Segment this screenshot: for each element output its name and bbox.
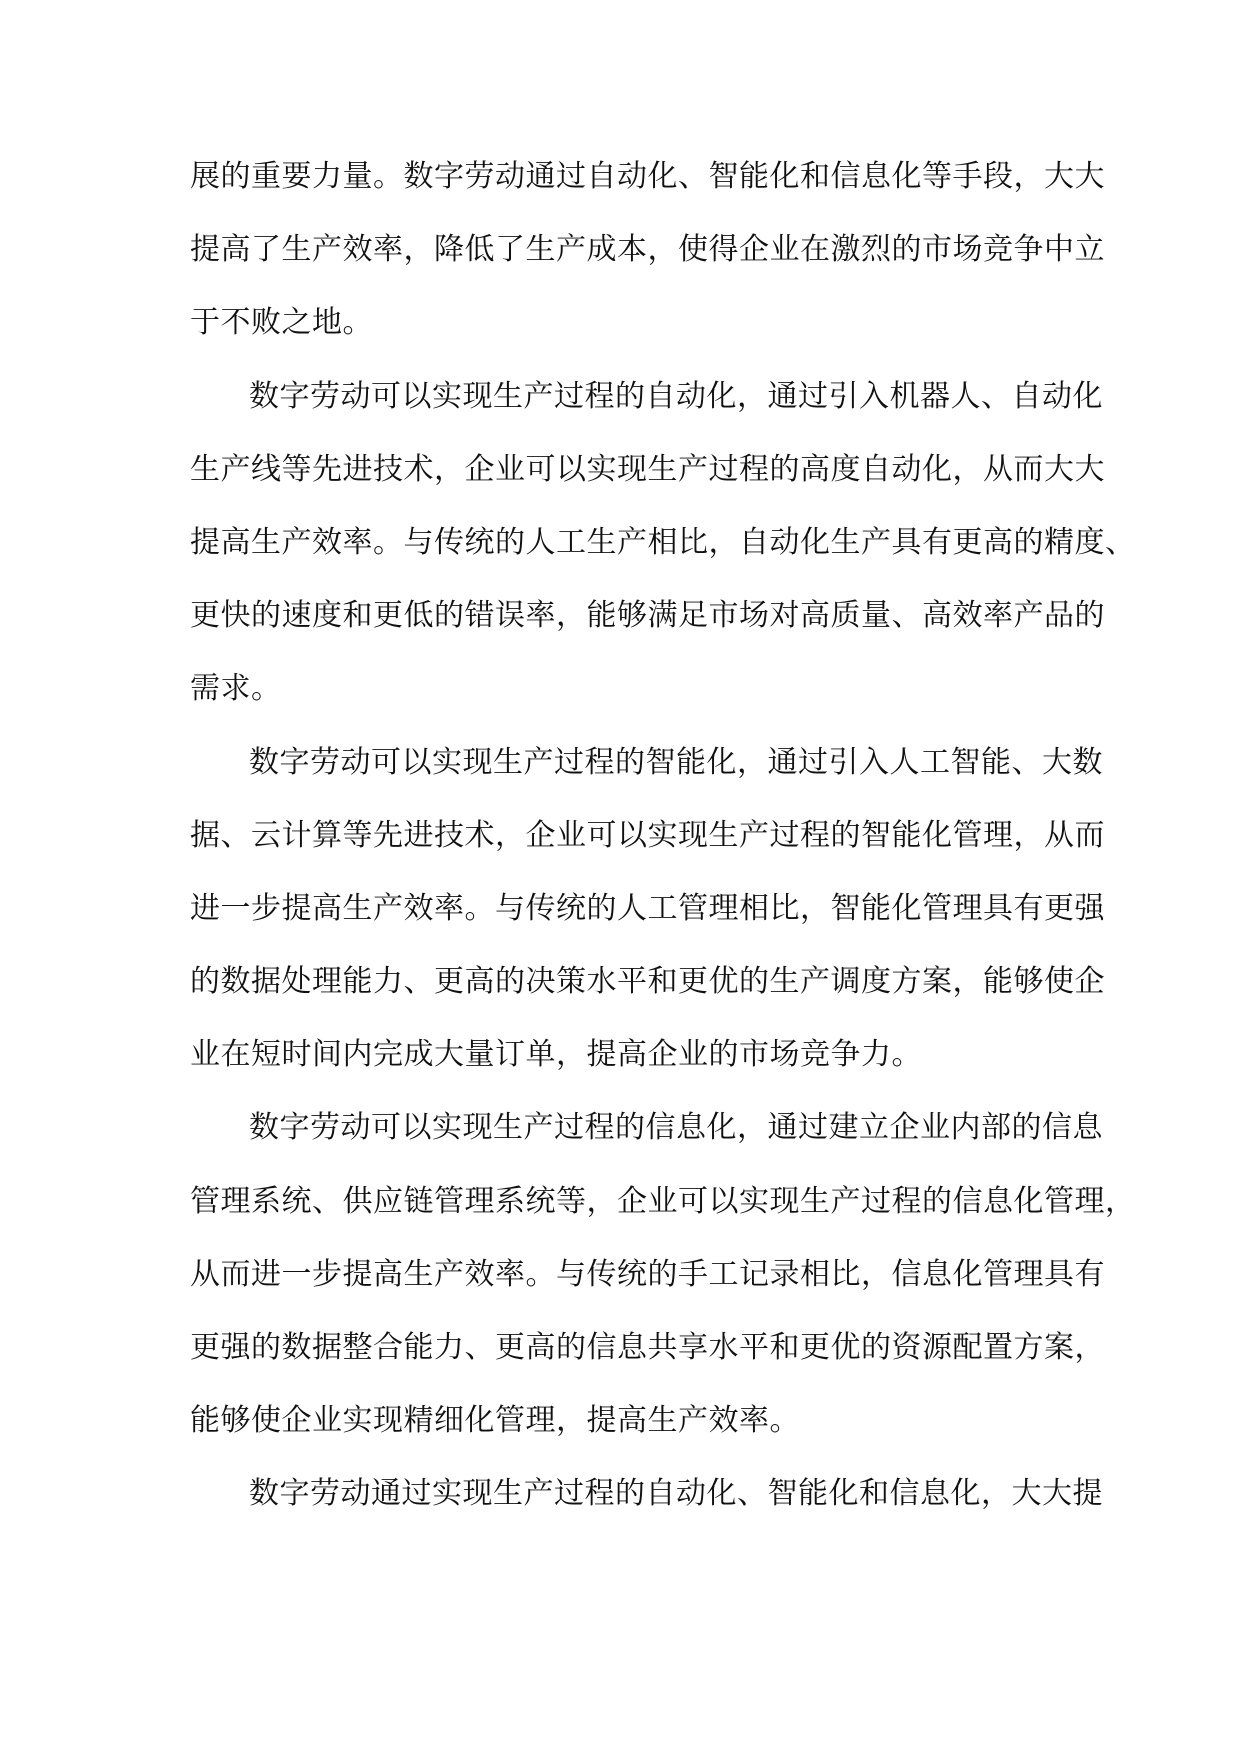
text-line: 数字劳动可以实现生产过程的信息化，通过建立企业内部的信息 xyxy=(249,1110,1103,1146)
text-line: 提高了生产效率，降低了生产成本，使得企业在激烈的市场竞争中立 xyxy=(190,232,1105,268)
text-line: 需求。 xyxy=(190,671,282,707)
text-line: 更快的速度和更低的错误率，能够满足市场对高质量、高效率产品的 xyxy=(190,598,1105,634)
text-line: 提高生产效率。与传统的人工生产相比，自动化生产具有更高的精度、 xyxy=(190,524,1136,560)
text-line: 数字劳动可以实现生产过程的自动化，通过引入机器人、自动化 xyxy=(249,378,1103,414)
paragraph-1 xyxy=(190,140,1105,360)
paragraph-3 xyxy=(190,726,1105,1092)
text-line: 展的重要力量。数字劳动通过自动化、智能化和信息化等手段，大大 xyxy=(190,159,1105,194)
body-text xyxy=(190,140,1136,1531)
text-line: 据、云计算等先进技术，企业可以实现生产过程的智能化管理，从而 xyxy=(190,817,1105,853)
text-line: 数字劳动通过实现生产过程的自动化、智能化和信息化，大大提 xyxy=(249,1476,1103,1512)
text-line: 从而进一步提高生产效率。与传统的手工记录相比，信息化管理具有 xyxy=(190,1256,1105,1292)
text-line: 业在短时间内完成大量订单，提高企业的市场竞争力。 xyxy=(190,1037,922,1073)
text-line: 生产线等先进技术，企业可以实现生产过程的高度自动化，从而大大 xyxy=(190,451,1105,487)
text-line: 的数据处理能力、更高的决策水平和更优的生产调度方案，能够使企 xyxy=(190,964,1105,1000)
text-line: 管理系统、供应链管理系统等，企业可以实现生产过程的信息化管理， xyxy=(190,1183,1136,1219)
text-line: 更强的数据整合能力、更高的信息共享水平和更优的资源配置方案， xyxy=(190,1330,1105,1365)
text-line: 于不败之地。 xyxy=(190,305,373,341)
text-line: 能够使企业实现精细化管理，提高生产效率。 xyxy=(190,1403,800,1439)
paragraph-4 xyxy=(190,1091,1136,1457)
text-line: 数字劳动可以实现生产过程的智能化，通过引入人工智能、大数 xyxy=(249,744,1103,780)
paragraph-5 xyxy=(190,1457,1103,1530)
text-line: 进一步提高生产效率。与传统的人工管理相比，智能化管理具有更强 xyxy=(190,890,1105,926)
paragraph-2 xyxy=(190,360,1136,726)
